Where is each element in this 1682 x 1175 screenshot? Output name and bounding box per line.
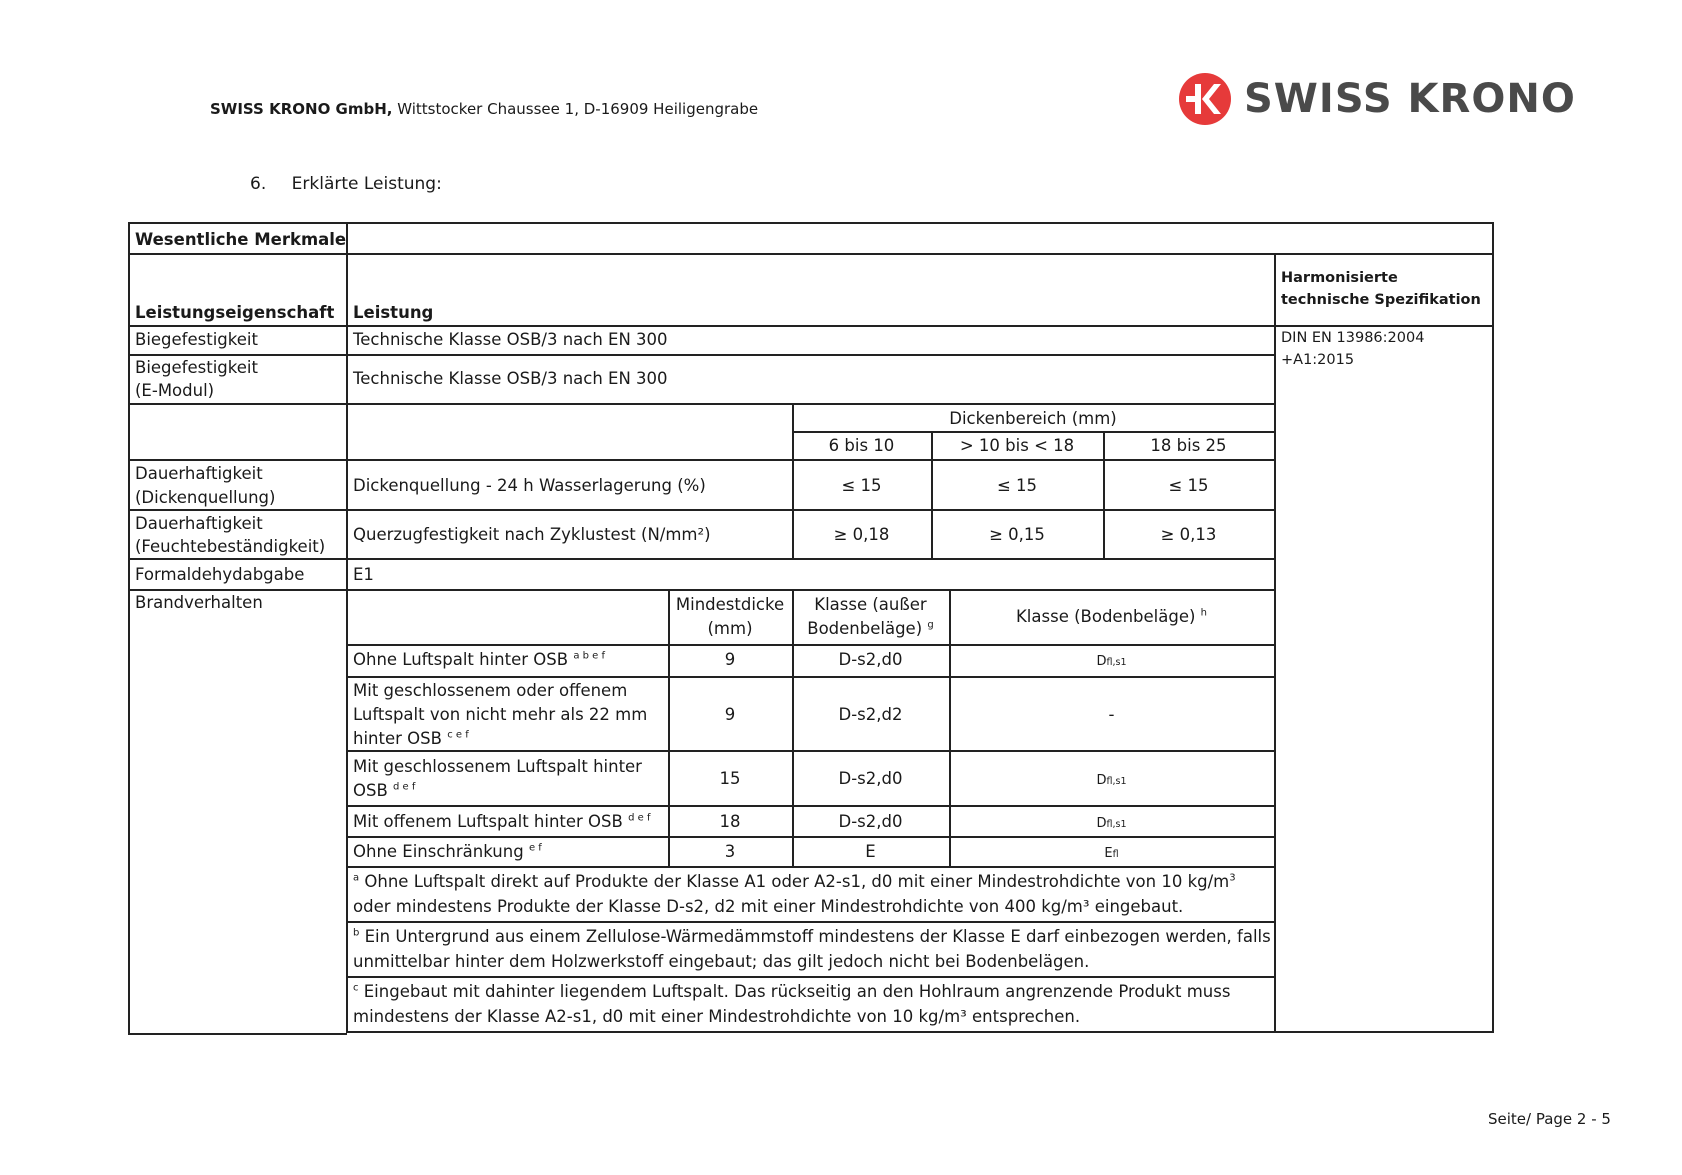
fire-row3-klasse: D-s2,d0 [838,769,903,788]
fire-row2-text-3: hinter OSB $^{c e f}$ [353,729,469,748]
footnote-a-line1: $^a$ Ohne Luftspalt direkt auf Produkte der Klasse A1 oder A2-s1, d0 mit einer Mindestrohdichte von 10 $kg/m^3$ [353,872,1236,891]
section-number: 6. [250,174,267,194]
fire-row2-text-2: Luftspalt von nicht mehr als 22 mm [353,705,648,724]
table-divider [128,589,1274,591]
swiss-krono-logo-icon [1178,72,1232,126]
fire-row4-klasse: D-s2,d0 [838,812,903,831]
fire-row5-text: Ohne Einschränkung $^{e f}$ [353,842,542,861]
table-border [128,1033,347,1035]
fire-row1-min: 9 [724,650,736,669]
footnote-b-line1: $^b$ Ein Untergrund aus einem Zellulose-Wärmedämmstoff mindestens der Klasse E darf einbezogen werden, falls [353,927,1271,946]
fire-row3-text-1: Mit geschlossenem Luftspalt hinter [353,757,642,776]
quellung-v2: ≤ 15 [996,476,1038,495]
label-quellung-2: (Dickenquellung) [135,488,276,507]
table-divider [346,921,1274,923]
fire-row4-text: Mit offenem Luftspalt hinter OSB $^{d e f}$ [353,812,651,831]
section-heading: Erklärte Leistung: [291,174,442,194]
page-number: Seite/ Page 2 - 5 [1488,1110,1611,1128]
fire-row2-min: 9 [724,705,736,724]
fire-row1-text: Ohne Luftspalt hinter OSB $^{a b e f}$ [353,650,605,669]
address-text: Wittstocker Chaussee 1, D-16909 Heiligengrabe [397,100,759,118]
table-divider [346,222,348,1033]
feuchte-v2: ≥ 0,15 [989,525,1045,544]
feuchte-v3: ≥ 0,13 [1160,525,1217,544]
table-divider [128,253,1493,255]
head-mindestdicke-2: (mm) [707,619,753,638]
fire-row5-boden: Efl [1104,846,1119,861]
table-border [346,1031,1493,1033]
value-biegefestigkeit: Technische Klasse OSB/3 nach EN 300 [353,330,668,349]
table-border [1492,222,1494,1033]
table-divider [346,836,1274,838]
table-border [128,222,130,1034]
table-divider [128,354,1274,356]
section-title [250,174,442,194]
label-emodul-2: (E-Modul) [135,381,215,400]
footnote-b-line2: unmittelbar hinter dem Holzwerkstoff eingebaut; das gilt jedoch nicht bei Bodenbelägen. [353,952,1090,971]
label-biegefestigkeit: Biegefestigkeit [135,330,258,349]
label-formaldehyd: Formaldehydabgabe [135,565,305,584]
fire-row1-boden: Dfl,s1 [1096,654,1127,669]
quellung-v1: ≤ 15 [841,476,882,495]
label-feuchte-2: (Feuchtebeständigkeit) [135,537,326,556]
header-leistung: Leistung [353,303,434,322]
company-address [210,100,758,118]
table-divider [1274,253,1276,1033]
footnote-a-line2: oder mindestens Produkte der Klasse D-s2, d2 mit einer Mindestrohdichte von 400 kg/m³ eingebaut. [353,897,1184,916]
table-divider [346,866,1274,868]
fire-row3-min: 15 [719,769,741,788]
fire-row2-text-1: Mit geschlossenem oder offenem [353,681,628,700]
head-bodenbelaege: Klasse (Bodenbeläge) $^h$ [1015,607,1207,626]
label-emodul-1: Biegefestigkeit [135,358,258,377]
spec-value-line1: DIN EN 13986:2004 [1281,330,1425,346]
footnote-c-line1: $^c$ Eingebaut mit dahinter liegendem Luftspalt. Das rückseitig an den Hohlraum angrenzende Produkt muss [353,982,1231,1001]
head-klasse-1: Klasse (außer [814,595,927,614]
feuchte-v1: ≥ 0,18 [833,525,890,544]
footnote-c-line2: mindestens der Klasse A2-s1, d0 mit einer Mindestrohdichte von 10 kg/m³ entsprechen. [353,1007,1081,1026]
range-1: 6 bis 10 [828,436,895,455]
fire-row3-text-2: OSB $^{d e f}$ [353,781,416,800]
value-formaldehyd: E1 [353,565,374,584]
fire-row4-min: 18 [719,812,741,831]
fire-row4-boden: Dfl,s1 [1096,816,1127,831]
fire-row5-klasse: E [865,842,876,861]
fire-row3-boden: Dfl,s1 [1096,773,1127,788]
header-wesentliche-merkmale: Wesentliche Merkmale [135,230,347,249]
head-mindestdicke-1: Mindestdicke [675,595,785,614]
label-brandverhalten: Brandverhalten [135,593,263,612]
fire-row1-klasse: D-s2,d0 [838,650,903,669]
logo-text: SWISS KRONO [1244,76,1576,122]
dickenbereich-title: Dickenbereich (mm) [949,409,1117,428]
table-border [128,222,1493,224]
range-2: > 10 bis < 18 [959,436,1075,455]
fire-row5-min: 3 [724,842,736,861]
company-name: SWISS KRONO GmbH, [210,100,393,118]
fire-row2-boden: - [1108,705,1115,724]
table-divider [128,403,1274,405]
table-divider [346,805,1274,807]
value-feuchte: Querzugfestigkeit nach Zyklustest (N/mm²) [353,525,711,544]
label-quellung-1: Dauerhaftigkeit [135,464,263,483]
table-divider [346,750,1274,752]
header-leistungseigenschaft: Leistungseigenschaft [135,303,335,322]
table-divider [346,644,1274,646]
table-divider [346,676,1274,678]
header-harmonisierte-spezifikation: Harmonisierte technische Spezifikation [1281,270,1481,308]
table-divider [792,431,1274,433]
table-divider [346,976,1274,978]
value-quellung: Dickenquellung - 24 h Wasserlagerung (%) [353,476,706,495]
company-logo [1178,72,1576,126]
value-emodul: Technische Klasse OSB/3 nach EN 300 [353,369,668,388]
quellung-v3: ≤ 15 [1168,476,1209,495]
fire-row2-klasse: D-s2,d2 [838,705,903,724]
head-klasse-2: Bodenbeläge) $^g$ [807,619,934,638]
range-3: 18 bis 25 [1150,436,1227,455]
spec-value-line2: +A1:2015 [1281,352,1355,368]
label-feuchte-1: Dauerhaftigkeit [135,514,263,533]
